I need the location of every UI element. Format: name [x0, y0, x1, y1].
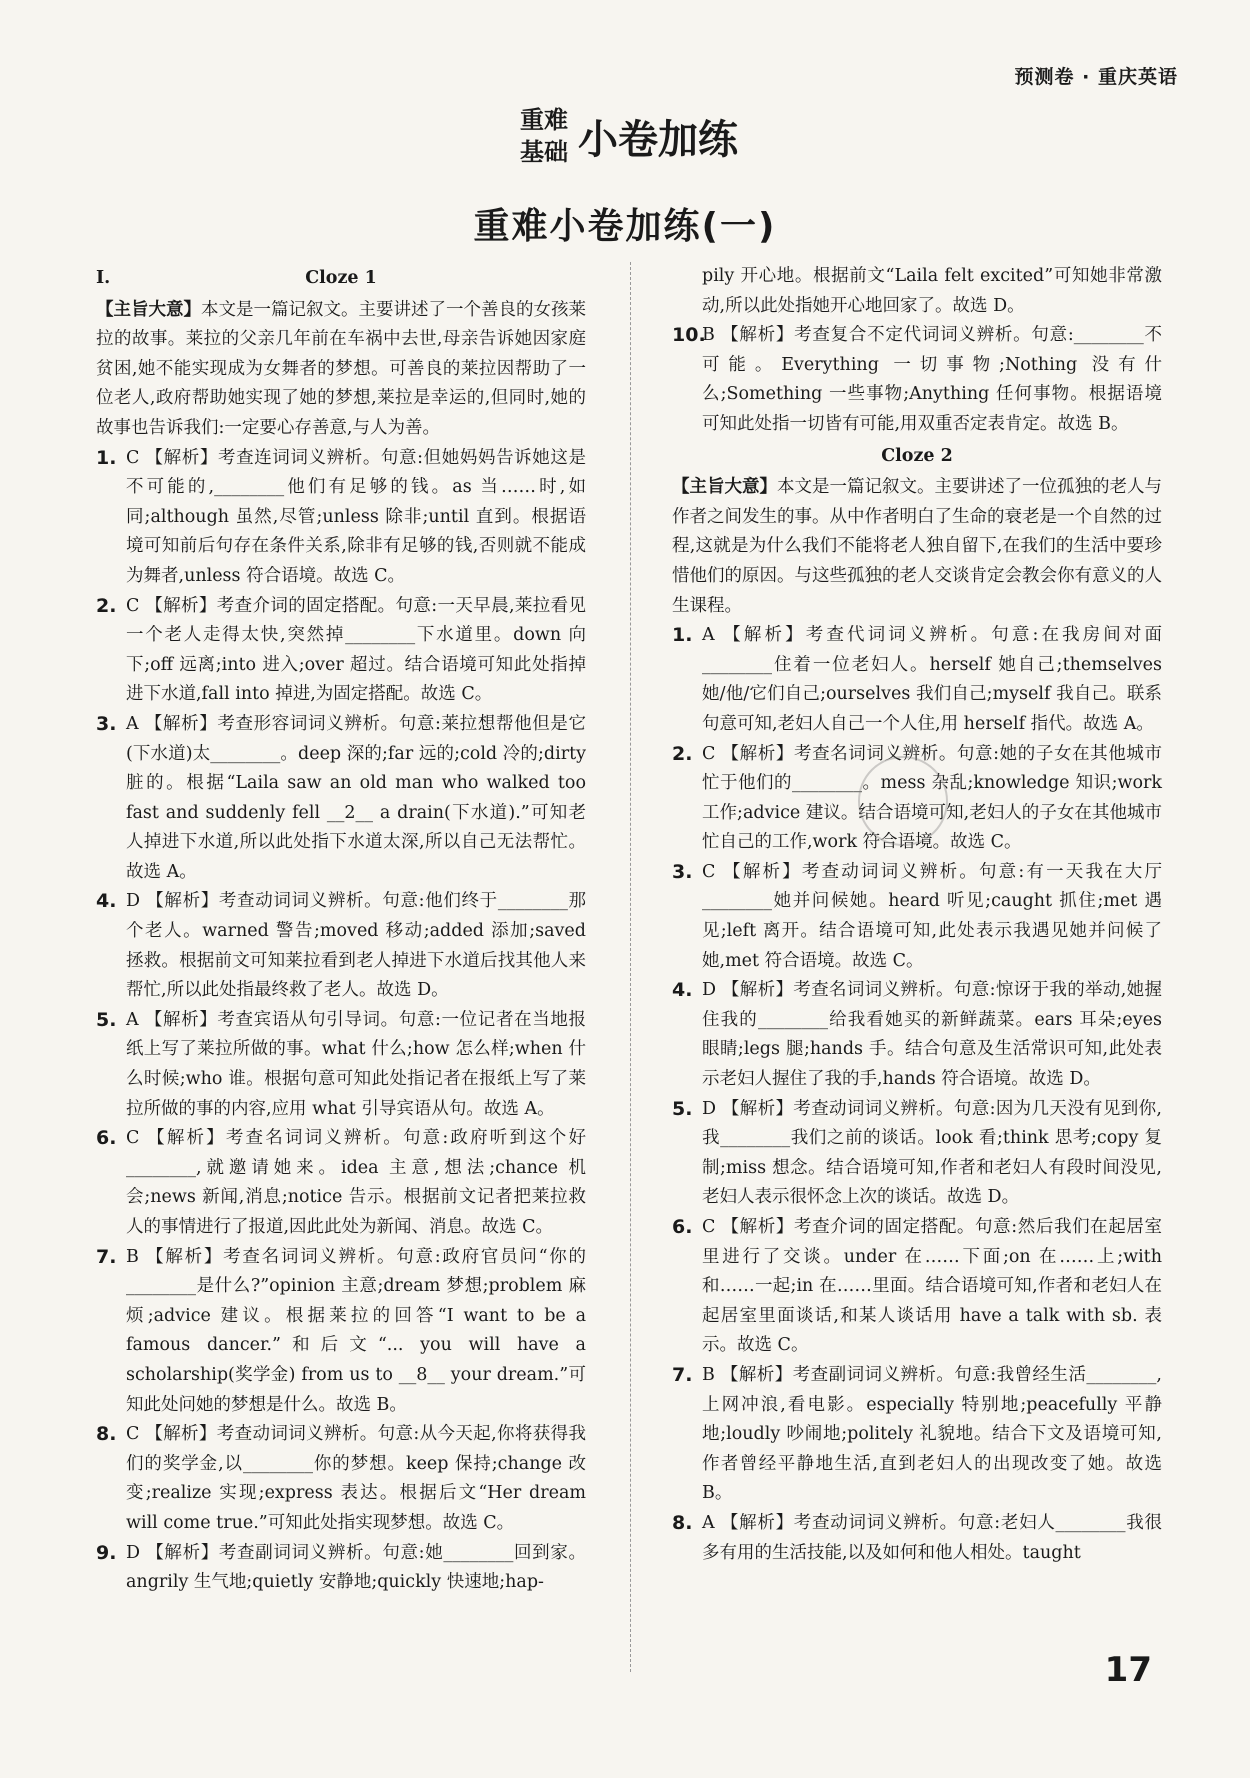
- banner-small-top: 重难: [520, 106, 568, 134]
- answer-item: [96, 710, 586, 888]
- answer-item: [96, 1006, 586, 1124]
- item-text: D 【解析】考查动词词义辨析。句意:他们终于________那个老人。warned 警告;moved 移动;added 添加;saved 拯救。根据前文可知莱拉看到老人掉进下水道后找其他人来帮忙,所以此处指最终救了老人。故选 D。: [126, 891, 586, 1001]
- answer-item: [672, 976, 1162, 1094]
- summary-text: 本文是一篇记叙文。主要讲述了一个善良的女孩莱拉的故事。莱拉的父亲几年前在车祸中去世,母亲告诉她因家庭贫困,她不能实现成为女舞者的梦想。可善良的莱拉因帮助了一位老人,政府帮助她实现了她的梦想,莱拉是幸运的,但同时,她的故事也告诉我们:一定要心存善意,与人为善。: [96, 299, 586, 438]
- column-divider: [630, 262, 631, 1672]
- answer-item-continued: [672, 262, 1162, 321]
- left-column: [96, 262, 586, 1598]
- item-text: B 【解析】考查副词词义辨析。句意:我曾经生活________,上网冲浪,看电影。especially 特别地;peacefully 平静地;loudly 吵闹地;politely 礼貌地。结合下文及语境可知,作者曾经平静地生活,直到老妇人的出现改变了她。故选 B。: [702, 1364, 1162, 1504]
- item-text: A 【解析】考查代词词义辨析。句意:在我房间对面________住着一位老妇人。herself 她自己;themselves 她/他/它们自己;ourselves 我们自己;myself 我自己。联系句意可知,老妇人自己一个人住,用 herself 指代。故选 A。: [702, 625, 1162, 734]
- answer-item: [96, 887, 586, 1005]
- answer-item: [96, 444, 586, 592]
- section-roman: I.: [96, 268, 111, 288]
- item-number: 7.: [96, 1245, 117, 1268]
- item-number: 4.: [96, 890, 117, 913]
- answer-item: [96, 1243, 586, 1421]
- item-text: A 【解析】考查动词词义辨析。句意:老妇人________我很多有用的生活技能,以及如何和他人相处。taught: [702, 1512, 1162, 1563]
- summary-label: 【主旨大意】: [96, 299, 201, 320]
- item-number: 5.: [672, 1097, 693, 1120]
- answer-item: [672, 321, 1162, 439]
- answer-item: [672, 1095, 1162, 1213]
- cloze2-summary: [672, 473, 1162, 621]
- right-column: [672, 262, 1162, 1568]
- item-number: 8.: [672, 1511, 693, 1534]
- answer-item: [672, 1213, 1162, 1361]
- banner-small: [520, 104, 568, 168]
- item-text: A 【解析】考查形容词词义辨析。句意:莱拉想帮他但是它(下水道)太________。deep 深的;far 远的;cold 冷的;dirty 脏的。根据“Laila saw an old man who walked too fast and suddenly fell __2__ a drain(下水道).”可知老人掉进下水道,所以此处指下水道太深,所以自己无法帮忙。故选 A。: [126, 713, 586, 882]
- answer-item: [96, 1420, 586, 1538]
- answer-item: [672, 1361, 1162, 1509]
- item-text: A 【解析】考查宾语从句引导词。句意:一位记者在当地报纸上写了莱拉所做的事。what 什么;how 怎么样;when 什么时候;who 谁。根据句意可知此处指记者在报纸上写了莱拉所做的事的内容,应用 what 引导宾语从句。故选 A。: [126, 1009, 586, 1119]
- item-text: C 【解析】考查介词的固定搭配。句意:然后我们在起居室里进行了交谈。under 在……下面;on 在……上;with 和……一起;in 在……里面。结合语境可知,作者和老妇人在起居室里面谈话,和某人谈话用 have a talk with sb. 表示。故选 C。: [702, 1217, 1162, 1356]
- item-text: pily 开心地。根据前文“Laila felt excited”可知她非常激动,所以此处指她开心地回家了。故选 D。: [702, 266, 1162, 316]
- item-number: 6.: [96, 1127, 117, 1150]
- answer-item: [672, 1509, 1162, 1568]
- item-number: 1.: [672, 624, 693, 647]
- item-number: 10.: [672, 324, 706, 347]
- banner-big: 小卷加练: [578, 116, 738, 163]
- item-number: 9.: [96, 1541, 117, 1564]
- item-number: 2.: [96, 594, 117, 617]
- item-text: B 【解析】考查复合不定代词词义辨析。句意:________不可能。Everything 一切事物;Nothing 没有什么;Something 一些事物;Anything 任何事物。根据语境可知此处指一切皆有可能,用双重否定表肯定。故选 B。: [702, 325, 1162, 434]
- item-number: 7.: [672, 1363, 693, 1386]
- item-text: D 【解析】考查名词词义辨析。句意:惊讶于我的举动,她握住我的________给我看她买的新鲜蔬菜。ears 耳朵;eyes 眼睛;legs 腿;hands 手。结合句意及生活常识可知,此处表示老妇人握住了我的手,hands 符合语境。故选 D。: [702, 980, 1162, 1090]
- answer-item: [672, 621, 1162, 739]
- item-text: D 【解析】考查副词词义辨析。句意:她________回到家。angrily 生气地;quietly 安静地;quickly 快速地;hap-: [126, 1542, 586, 1593]
- item-text: B 【解析】考查名词词义辨析。句意:政府官员问“你的________是什么?”opinion 主意;dream 梦想;problem 麻烦;advice 建议。根据莱拉的回答“I want to be a famous dancer.”和后文“... you will have a scholarship(奖学金) from us to __8__ your dream.”可知此处问她的梦想是什么。故选 B。: [126, 1246, 586, 1415]
- banner-small-bottom: 基础: [520, 138, 568, 166]
- banner: [520, 104, 738, 168]
- answer-item: [96, 592, 586, 710]
- item-number: 4.: [672, 979, 693, 1002]
- item-text: C 【解析】考查动词词义辨析。句意:从今天起,你将获得我们的奖学金,以________你的梦想。keep 保持;change 改变;realize 实现;express 表达。根据后文“Her dream will come true.”可知此处指实现梦想。故选 C。: [126, 1424, 586, 1533]
- cloze1-heading: [96, 264, 586, 294]
- item-number: 6.: [672, 1216, 693, 1238]
- item-text: C 【解析】考查名词词义辨析。句意:她的子女在其他城市忙于他们的________。mess 杂乱;knowledge 知识;work 工作;advice 建议。结合语境可知,老妇人的子女在其他城市忙自己的工作,work 符合语境。故选 C。: [702, 743, 1162, 853]
- item-number: 1.: [96, 446, 117, 469]
- answer-item: [96, 1124, 586, 1242]
- answer-item: [672, 858, 1162, 976]
- cloze1-title: Cloze 1: [305, 268, 377, 288]
- item-number: 8.: [96, 1423, 117, 1446]
- item-number: 2.: [672, 742, 693, 765]
- page-number: 17: [1104, 1650, 1152, 1690]
- summary-text: 本文是一篇记叙文。主要讲述了一位孤独的老人与作者之间发生的事。从中作者明白了生命的衰老是一个自然的过程,这就是为什么我们不能将老人独自留下,在我们的生活中要珍惜他们的原因。与这些孤独的老人交谈肯定会教会你有意义的人生课程。: [672, 477, 1162, 616]
- header-tag: 预测卷 · 重庆英语: [1014, 66, 1178, 88]
- item-number: 3.: [672, 860, 693, 883]
- watermark-stamp: [858, 756, 948, 846]
- item-text: D 【解析】考查动词词义辨析。句意:因为几天没有见到你,我________我们之前的谈话。look 看;think 思考;copy 复制;miss 想念。结合语境可知,作者和老妇人有段时间没见,老妇人表示很怀念上次的谈话。故选 D。: [702, 1098, 1162, 1208]
- page-title: 重难小卷加练(一): [473, 206, 777, 247]
- cloze1-summary: [96, 296, 586, 444]
- item-text: C 【解析】考查名词词义辨析。句意:政府听到这个好________,就邀请她来。idea 主意,想法;chance 机会;news 新闻,消息;notice 告示。根据前文记者把莱拉救人的事情进行了报道,因此此处为新闻、消息。故选 C。: [126, 1128, 586, 1237]
- item-text: C 【解析】考查介词的固定搭配。句意:一天早晨,莱拉看见一个老人走得太快,突然掉________下水道里。down 向下;off 远离;into 进入;over 超过。结合语境可知此处指掉进下水道,fall into 掉进,为固定搭配。故选 C。: [126, 595, 586, 705]
- answer-item: [96, 1539, 586, 1598]
- item-text: C 【解析】考查动词词义辨析。句意:有一天我在大厅________她并问候她。heard 听见;caught 抓住;met 遇见;left 离开。结合语境可知,此处表示我遇见她并问候了她,met 符合语境。故选 C。: [702, 861, 1162, 971]
- item-text: C 【解析】考查连词词义辨析。句意:但她妈妈告诉她这是不可能的,________他们有足够的钱。as 当……时,如同;although 虽然,尽管;unless 除非;until 直到。根据语境可知前后句存在条件关系,除非有足够的钱,否则就不能成为舞者,unless 符合语境。故选 C。: [126, 447, 586, 586]
- cloze2-title: Cloze 2: [881, 445, 953, 466]
- item-number: 3.: [96, 712, 117, 735]
- summary-label: 【主旨大意】: [672, 477, 777, 498]
- item-number: 5.: [96, 1008, 117, 1031]
